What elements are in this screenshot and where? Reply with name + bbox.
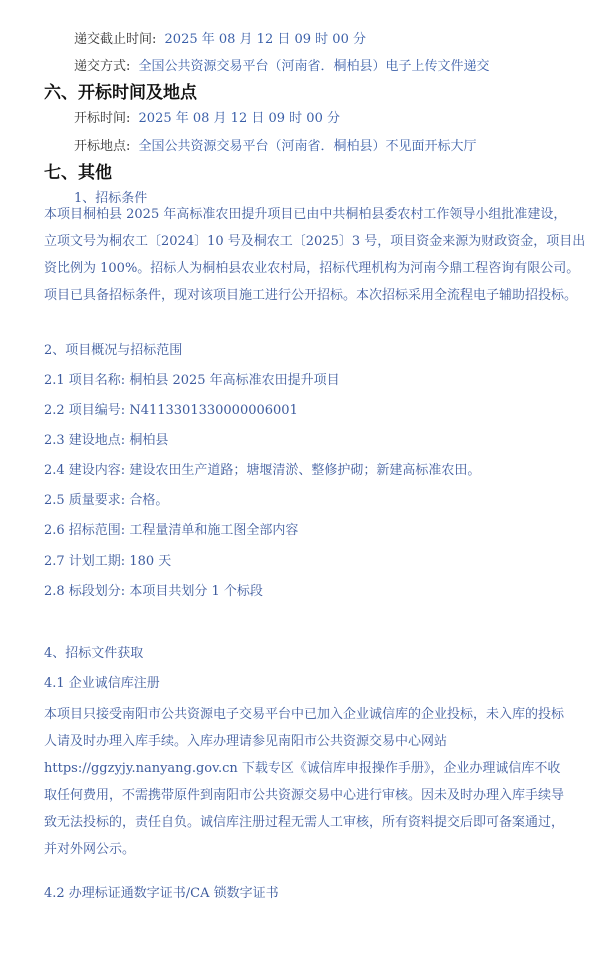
bidding-conditions-paragraph xyxy=(44,201,600,309)
open-time-label: 开标时间: xyxy=(74,111,131,126)
method-label: 递交方式: xyxy=(74,59,131,74)
method-value: 全国公共资源交易平台（河南省．桐柏县）电子上传文件递交 xyxy=(138,59,490,74)
paragraph-line: 资比例为 100%。招标人为桐柏县农业农村局，招标代理机构为河南今鼎工程咨询有限公司。 xyxy=(44,261,580,276)
subheading-digital-certificate: 4.2 办理标证通数字证书/CA 锁数字证书 xyxy=(44,886,279,901)
open-time-row xyxy=(74,110,340,128)
list-item: 2.7 计划工期: 180 天 xyxy=(44,554,172,569)
open-place-value: 全国公共资源交易平台（河南省．桐柏县）不见面开标大厅 xyxy=(138,139,477,154)
open-place-row xyxy=(74,138,477,156)
list-item: 2.4 建设内容: 建设农田生产道路；塘堰清淤、整修护砌；新建高标准农田。 xyxy=(44,463,481,478)
paragraph-line: 人请及时办理入库手续。入库办理请参见南阳市公共资源交易中心网站 xyxy=(44,734,448,749)
list-item: 2.5 质量要求: 合格。 xyxy=(44,493,169,508)
paragraph-line: 本项目桐柏县 2025 年高标准农田提升项目已由中共桐柏县委农村工作领导小组批准建设， xyxy=(44,207,567,222)
paragraph-line: 取任何费用，不需携带原件到南阳市公共资源交易中心进行审核。因未及时办理入库手续导 xyxy=(44,788,565,803)
paragraph-line: 并对外网公示。 xyxy=(44,842,136,857)
deadline-row xyxy=(74,31,366,49)
section7-heading: 七、其他 xyxy=(44,163,112,183)
list-item: 2.1 项目名称: 桐柏县 2025 年高标准农田提升项目 xyxy=(44,373,340,388)
open-time-value: 2025 年 08 月 12 日 09 时 00 分 xyxy=(138,111,340,126)
deadline-value: 2025 年 08 月 12 日 09 时 00 分 xyxy=(164,32,366,47)
subheading-project-overview: 2、项目概况与招标范围 xyxy=(44,343,183,358)
section6-heading: 六、开标时间及地点 xyxy=(44,83,197,103)
list-item: 2.6 招标范围: 工程量清单和施工图全部内容 xyxy=(44,523,299,538)
paragraph-line: 立项文号为桐农工〔2024〕10 号及桐农工〔2025〕3 号，项目资金来源为财政资金，项目出 xyxy=(44,234,586,249)
list-item: 2.2 项目编号: N4113301330000006001 xyxy=(44,403,298,418)
subheading-bidding-conditions: 1、招标条件 xyxy=(74,191,148,206)
paragraph-line: 致无法投标的，责任自负。诚信库注册过程无需人工审核，所有资料提交后即可备案通过， xyxy=(44,815,565,830)
list-item: 2.3 建设地点: 桐柏县 xyxy=(44,433,169,448)
paragraph-line: 项目已具备招标条件，现对该项目施工进行公开招标。本次招标采用全流程电子辅助招投标。 xyxy=(44,288,578,303)
credit-registration-paragraph xyxy=(44,701,600,863)
method-row xyxy=(74,58,490,76)
paragraph-line: 本项目只接受南阳市公共资源电子交易平台中已加入企业诚信库的企业投标，未入库的投标 xyxy=(44,707,565,722)
deadline-label: 递交截止时间: xyxy=(74,32,157,47)
paragraph-line: https://ggzyjy.nanyang.gov.cn 下载专区《诚信库申报操作手册》，企业办理诚信库不收 xyxy=(44,761,561,776)
list-item: 2.8 标段划分: 本项目共划分 1 个标段 xyxy=(44,584,263,599)
subheading-credit-registration: 4.1 企业诚信库注册 xyxy=(44,676,160,691)
subheading-tender-documents: 4、招标文件获取 xyxy=(44,646,144,661)
open-place-label: 开标地点: xyxy=(74,139,131,154)
